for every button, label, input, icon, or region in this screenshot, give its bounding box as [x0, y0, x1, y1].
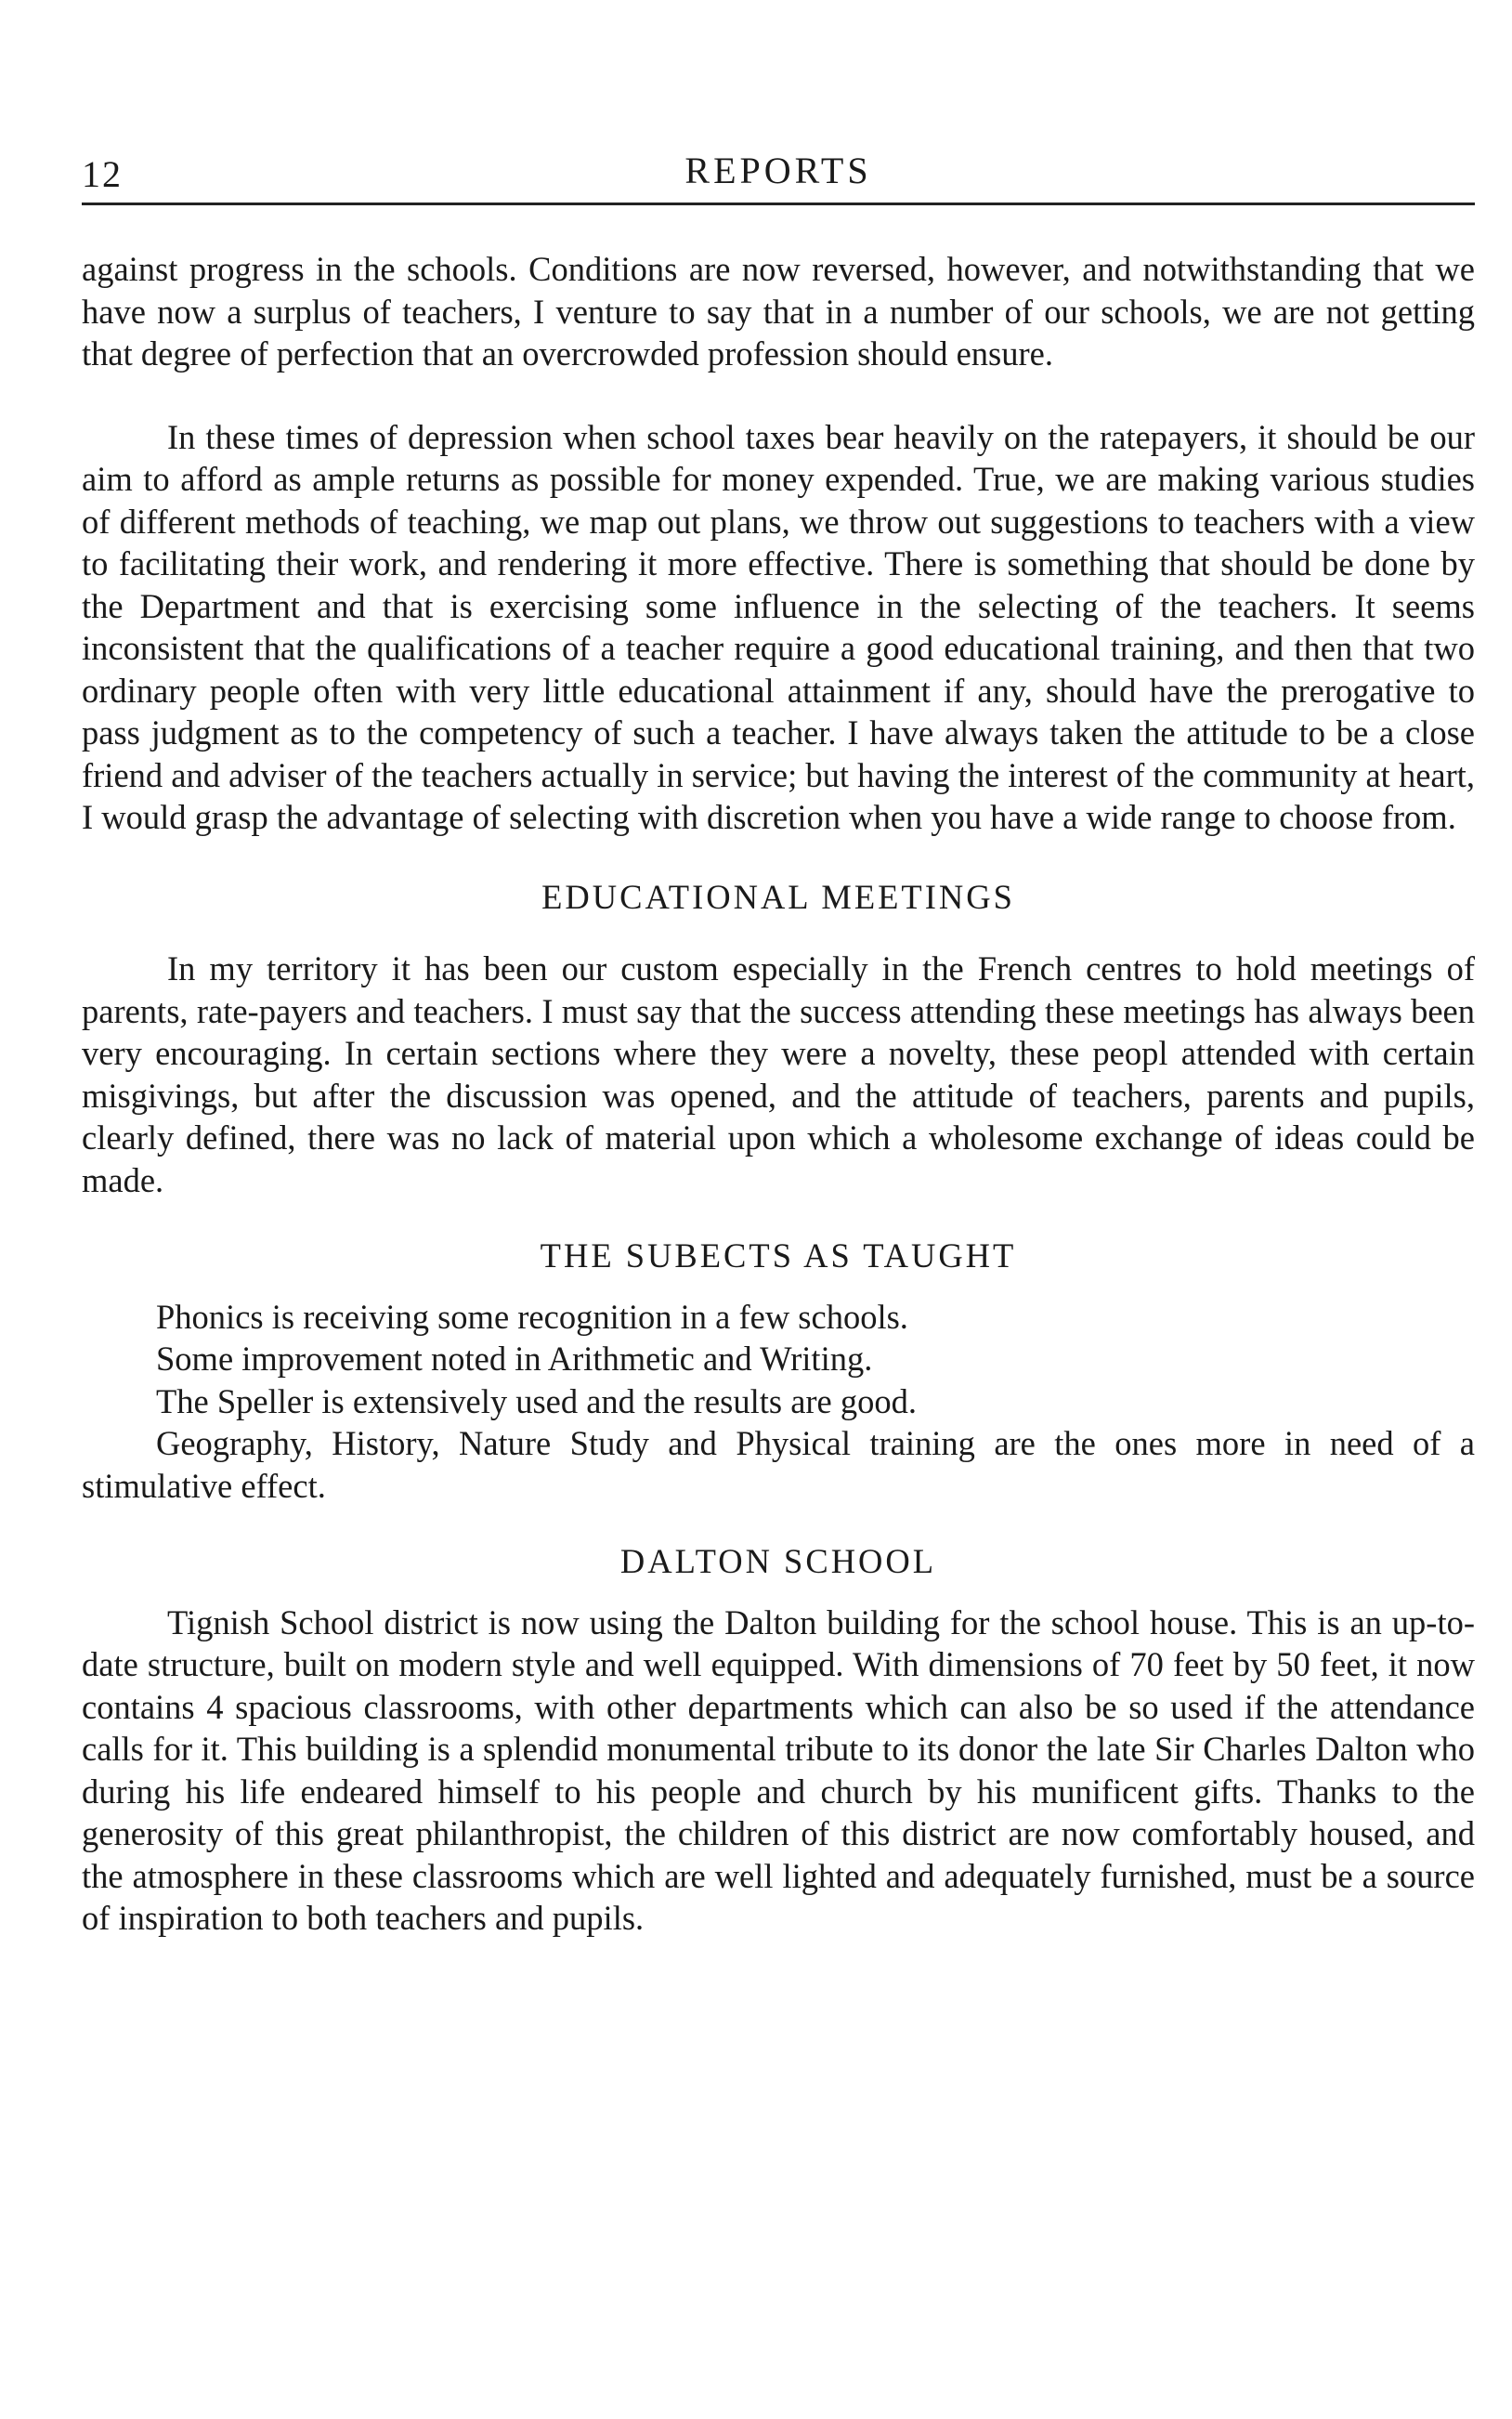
heading-dalton-school: DALTON SCHOOL [619, 1542, 937, 1580]
subjects-line: Geography, History, Nature Study and Physical training are the ones more in need of a stimulative effect. [82, 1424, 1475, 1505]
subjects-line: The Speller is extensively used and the results are good. [156, 1381, 918, 1420]
page-number: 12 [82, 153, 123, 195]
subjects-line: Phonics is receiving some recognition in a few schools. [156, 1297, 908, 1336]
document-page [82, 139, 1475, 1940]
paragraph-depression: In these times of depression when school taxes bear heavily on the ratepayers, it should be our aim to afford as ample returns as possible for money expended. True, we are making various studies of different methods of teaching, we map out plans, we throw out suggestions to teachers with a view to facilitating their work, and rendering it more effective. There is something that should be done by the Department and that is exercising some influence in the selecting of the teachers. It seems inconsistent that the qualifications of a teacher require a good educational training, and then that two ordinary people often with very little educational attainment if any, should have the prerogative to pass judgment as to the competency of such a teacher. I have always taken the attitude to be a close friend and adviser of the teachers actually in service; but having the interest of the community at heart, I would grasp the advantage of selecting with discretion when you have a wide range to choose from. [82, 417, 1476, 836]
paragraph-educational-meetings: In my territory it has been our custom especially in the French centres to hold meetings of parents, rate-payers and teachers. I must say that the success attending these meetings has always been very encouraging. In certain sections where they were a novelty, these peopl attended with certain misgivings, but after the discussion was opened, and the attitude of teachers, parents and pupils, clearly defined, there was no lack of material upon which a wholesome exchange of ideas could be made. [82, 949, 1475, 1199]
paragraph-dalton-school: Tignish School district is now using the Dalton building for the school house. This is an up-to-date structure, built on modern style and well equipped. With dimensions of 70 feet by 50 feet, it now contains 4 spacious classrooms, with other departments which can also be so used if the attendance calls for it. This building is a splendid monumental tribute to its donor the late Sir Charles Dalton who during his life endeared himself to his people and church by his munificent gifts. Thanks to the generosity of this great philanthropist, the children of this district are now comfortably housed, and the atmosphere in these classrooms which are well lighted and adequately furnished, must be a source of inspiration to both teachers and pupils. [82, 1602, 1475, 1937]
heading-subjects: THE SUBECTS AS TAUGHT [540, 1236, 1017, 1275]
subjects-list [82, 1296, 1475, 1508]
subjects-line: Some improvement noted in Arithmetic and Writing. [156, 1340, 873, 1378]
running-title: REPORTS [684, 150, 872, 191]
heading-educational-meetings: EDUCATIONAL MEETINGS [541, 877, 1015, 916]
body-text [82, 248, 1475, 1940]
header-rule [82, 203, 1475, 205]
paragraph-continuation: against progress in the schools. Conditions are now reversed, however, and notwithstanding that we have now a surplus of teachers, I venture to say that in a number of our schools, we are not getting that degree of perfection that an overcrowded profession should ensure. [82, 250, 1475, 373]
running-header [82, 139, 1475, 199]
